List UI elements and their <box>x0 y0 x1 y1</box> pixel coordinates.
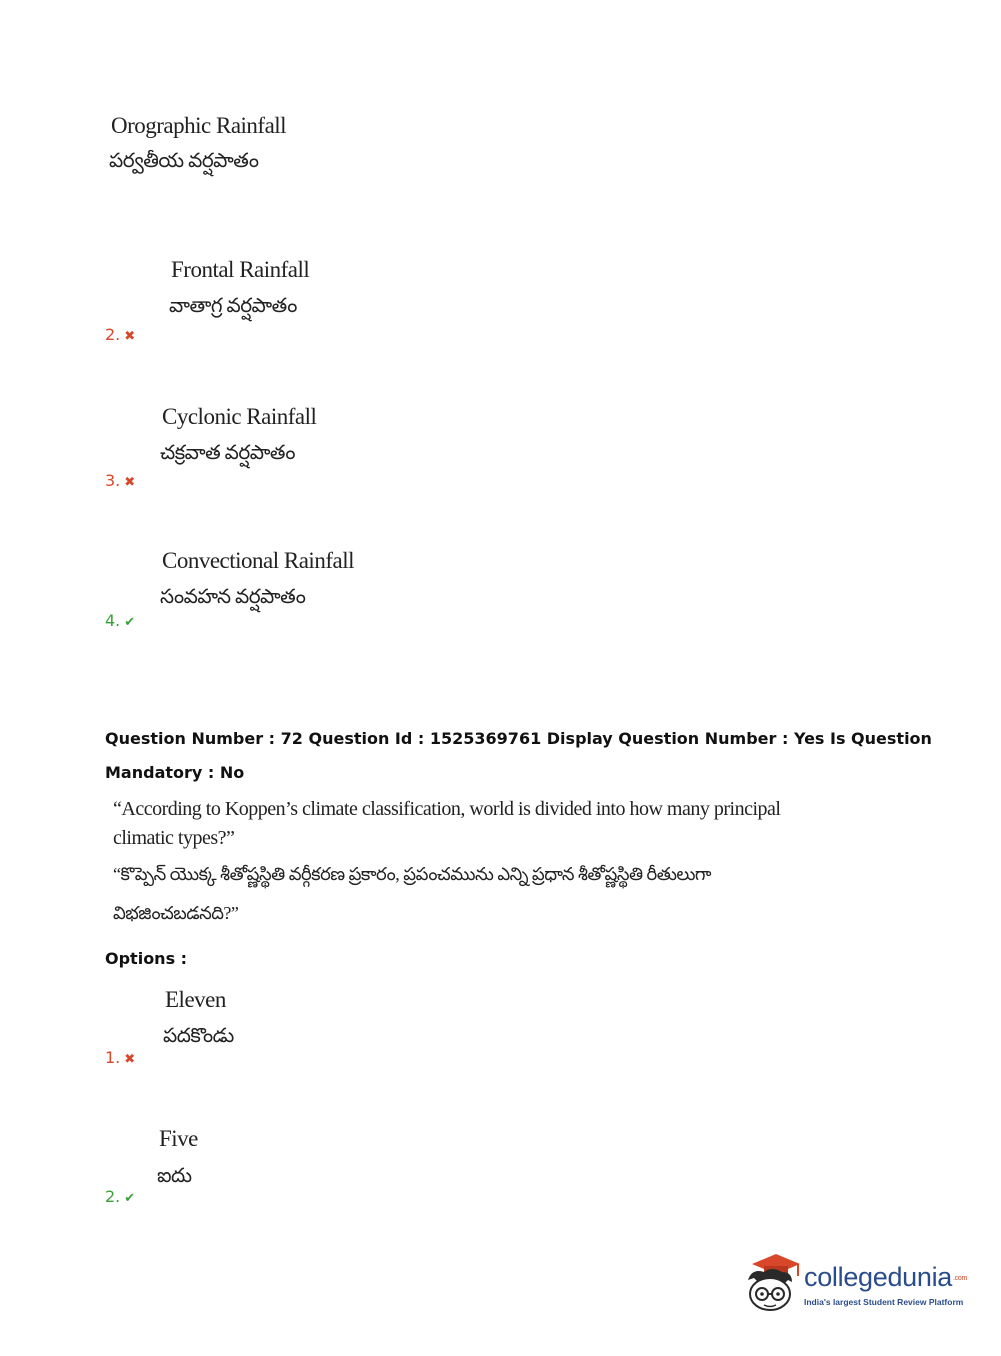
wrong-mark-icon: ✖ <box>124 329 136 344</box>
question-meta: Question Number : 72 Question Id : 1525369761 Display Question Number : Yes Is Question <box>105 729 932 748</box>
option-en: Cyclonic Rainfall <box>162 404 317 429</box>
option-en: Five <box>159 1126 198 1151</box>
option-number-label: 4. <box>105 611 121 630</box>
correct-check-icon: ✔ <box>124 615 136 630</box>
option-te: చక్రవాత వర్షపాతం <box>160 442 296 464</box>
question-text-en: climatic types?” <box>113 827 235 849</box>
option-number-label: 2. <box>105 325 121 344</box>
option-number <box>105 1187 135 1206</box>
wrong-mark-icon: ✖ <box>124 1052 136 1067</box>
option-en: Eleven <box>165 987 226 1012</box>
question-meta-mandatory: Mandatory : No <box>105 763 245 782</box>
option-number <box>105 1048 135 1067</box>
option-te: పదకొండు <box>163 1025 234 1047</box>
correct-check-icon: ✔ <box>124 1191 136 1206</box>
option-number <box>105 611 135 630</box>
collegedunia-logo <box>742 1250 972 1318</box>
option-te: వాతాగ్ర వర్షపాతం <box>169 295 297 317</box>
option-number-label: 3. <box>105 471 121 490</box>
options-label: Options : <box>105 949 188 968</box>
question-text-en: “According to Koppen’s climate classification, world is divided into how many principal <box>113 798 781 820</box>
wrong-mark-icon: ✖ <box>124 475 136 490</box>
option-te: సంవహన వర్షపాతం <box>160 586 306 608</box>
brand-name: collegedunia <box>804 1262 953 1292</box>
option-number-label: 2. <box>105 1187 121 1206</box>
option-en: Frontal Rainfall <box>171 257 310 282</box>
question-text-te: విభజించబడనది?” <box>113 903 239 923</box>
option-en: Convectional Rainfall <box>162 548 354 573</box>
option-number <box>105 325 135 344</box>
option-number <box>105 471 135 490</box>
brand-tagline: India's largest Student Review Platform <box>804 1297 964 1307</box>
option-te: ఐదు <box>157 1165 192 1187</box>
option-te: పర్వతీయ వర్షపాతం <box>109 150 259 172</box>
mascot-icon <box>742 1250 802 1312</box>
question-text-te: “కొప్పెన్ యొక్క శీతోష్ణస్థితి వర్గీకరణ ప్రకారం, ప్రపంచమును ఎన్ని ప్రధాన శీతోష్ణస్థితి రీతులుగా <box>113 864 712 884</box>
option-number-label: 1. <box>105 1048 121 1067</box>
option-en: Orographic Rainfall <box>111 113 287 138</box>
brand-suffix: .com <box>953 1275 968 1283</box>
